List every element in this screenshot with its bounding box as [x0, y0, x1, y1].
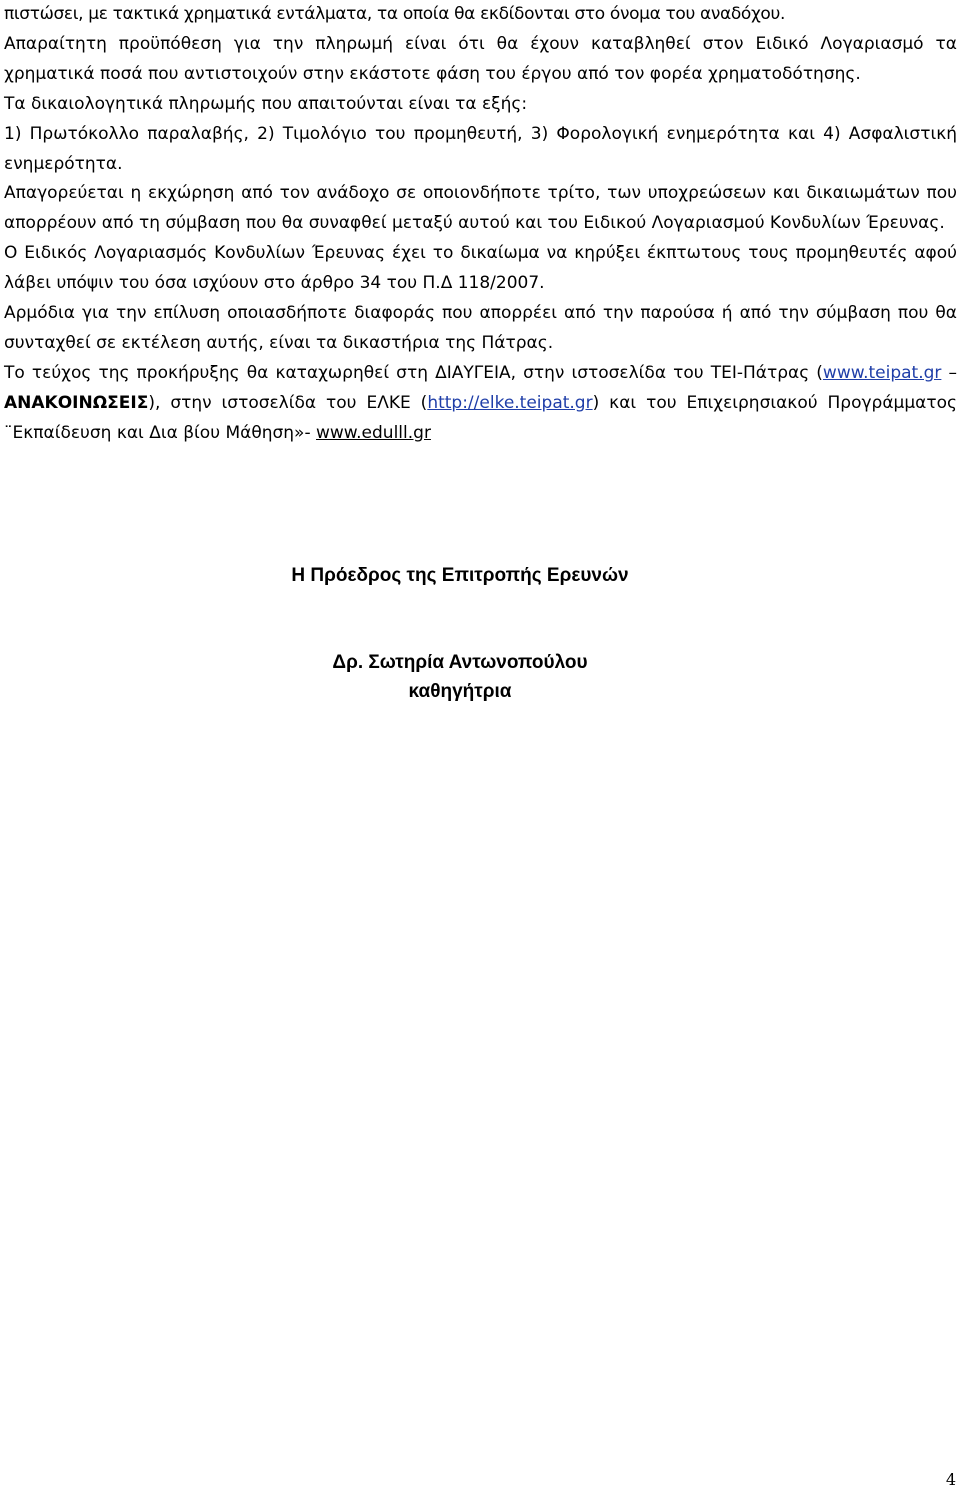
paragraph-payment-condition: Απαραίτητη προϋπόθεση για την πληρωμή είναι ότι θα έχουν καταβληθεί στον Ειδικό Λογαριασμό τα χρηματικά ποσά που αντιστοιχούν στην εκάστοτε φάση του έργου από τον φορέα χρηματοδότησης. — [4, 33, 957, 84]
paragraph-jurisdiction: Αρμόδια για την επίλυση οποιασδήποτε διαφοράς που απορρέει από την παρούσα ή από την σύμβαση που θα συνταχθεί σε εκτέλεση αυτής, είναι τα δικαστήρια της Πάτρας. — [4, 303, 957, 353]
edulll-link[interactable]: www.edulll.gr — [316, 422, 431, 443]
publication-text-3: ) και του Επιχειρησιακού Προγράμματος ¨Εκπαίδευση και Δια βίου Μάθηση»- — [4, 392, 957, 443]
signature-name: Δρ. Σωτηρία Αντωνοπούλου — [332, 652, 588, 673]
page-number: 4 — [945, 1470, 956, 1489]
signature-role: καθηγήτρια — [408, 681, 512, 702]
signature-title: Η Πρόεδρος της Επιτροπής Ερευνών — [291, 565, 629, 586]
publication-dash: – — [941, 362, 957, 383]
body-text — [4, 0, 957, 449]
paragraph-continuation: πιστώσει, με τακτικά χρηματικά εντάλματα, τα οποία θα εκδίδονται στο όνομα του αναδόχου. — [4, 4, 786, 24]
paragraph-forfeiture-right: Ο Ειδικός Λογαριασμός Κονδυλίων Έρευνας έχει το δικαίωμα να κηρύξει έκπτωτους τους προμηθευτές αφού λάβει υπόψιν του όσα ισχύουν στο άρθρο 34 του Π.Δ 118/2007. — [4, 243, 957, 294]
paragraph-assignment-prohibition: Απαγορεύεται η εκχώρηση από τον ανάδοχο σε οποιονδήποτε τρίτο, των υποχρεώσεων και δικαιωμάτων που απορρέουν από τη σύμβαση που θα συναφθεί μεταξύ αυτού και του Ειδικού Λογαριασμού Κονδυλίων Έρευνας. — [4, 183, 957, 234]
publication-text-2: ), στην ιστοσελίδα του ΕΛΚΕ ( — [148, 392, 428, 413]
publication-text-1: Το τεύχος της προκήρυξης θα καταχωρηθεί στη ΔΙΑΥΓΕΙΑ, στην ιστοσελίδα του ΤΕΙ-Πάτρας ( — [4, 362, 823, 383]
paragraph-required-documents-list: 1) Πρωτόκολλο παραλαβής, 2) Τιμολόγιο του προμηθευτή, 3) Φορολογική ενημερότητα και 4) Ασφαλιστική ενημερότητα. — [4, 123, 957, 174]
teipat-link[interactable]: www.teipat.gr — [822, 362, 942, 383]
paragraph-publication — [4, 359, 957, 449]
elke-link[interactable]: http://elke.teipat.gr — [427, 392, 593, 413]
paragraph-required-documents-intro: Τα δικαιολογητικά πληρωμής που απαιτούνται είναι τα εξής: — [4, 93, 528, 114]
announcements-label: ΑΝΑΚΟΙΝΩΣΕΙΣ — [4, 392, 149, 413]
